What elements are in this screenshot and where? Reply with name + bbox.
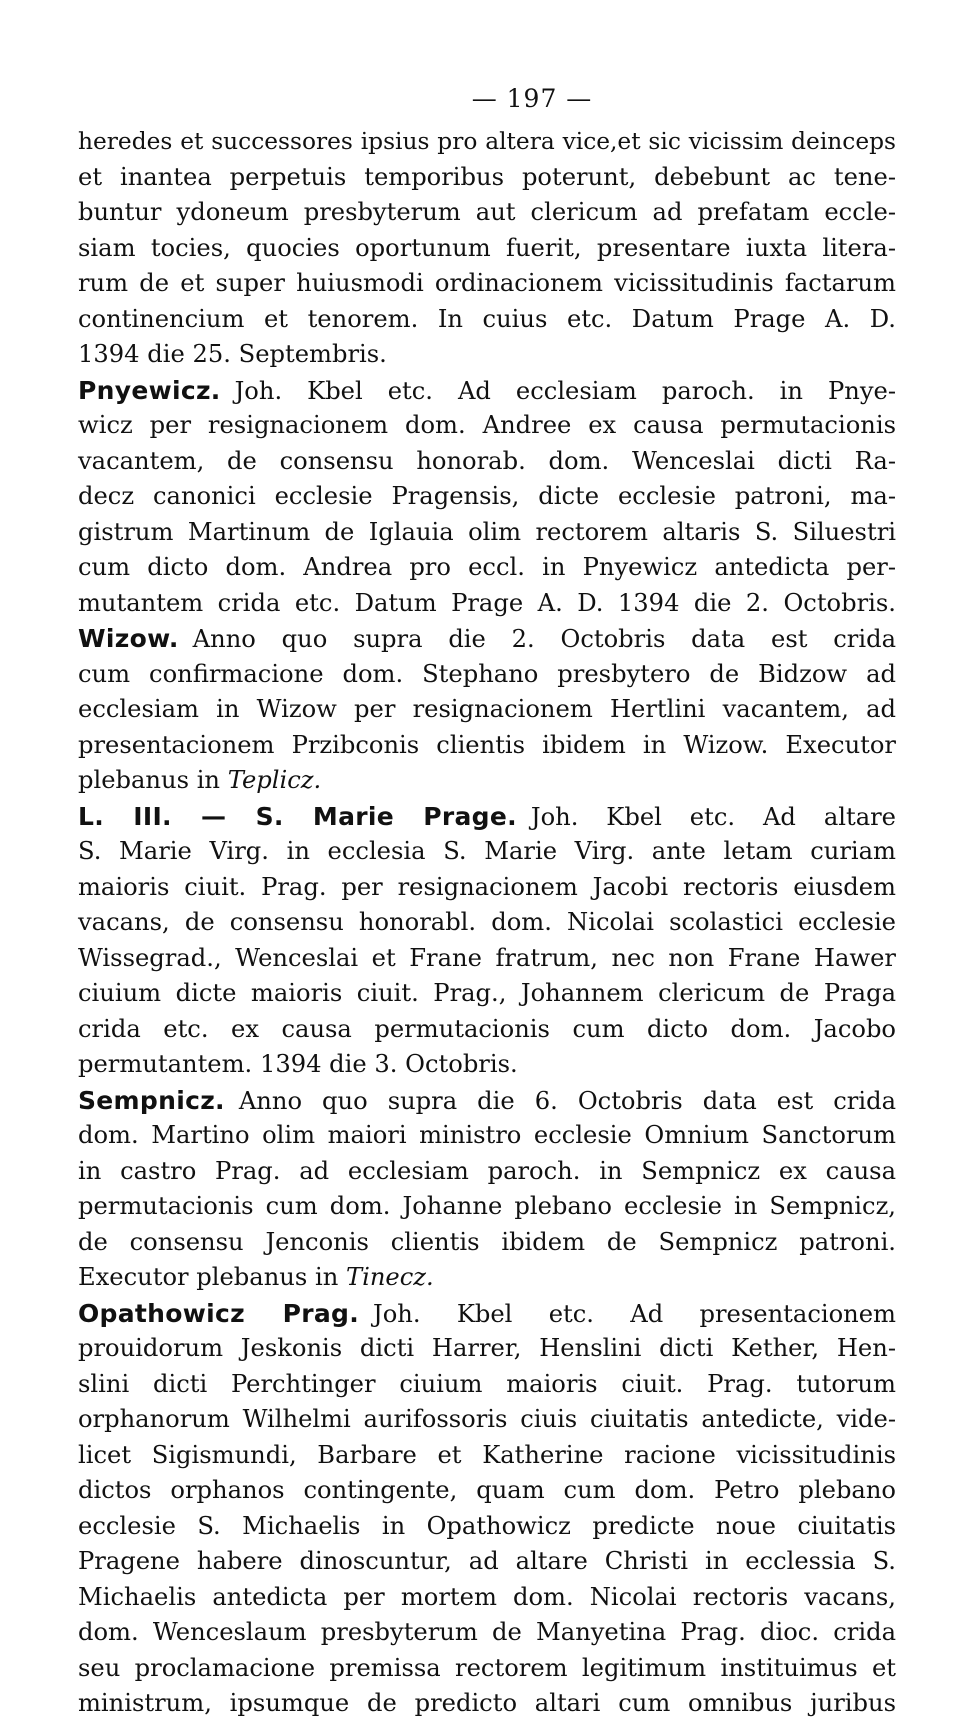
line-text: maioris ciuit. Prag. per resignacionem Jacobi rectoris eiusdem [78, 872, 896, 901]
text-line [78, 834, 896, 870]
text-line [78, 195, 896, 231]
line-text: dom. Martino olim maiori ministro ecclesie Omnium Sanctorum [78, 1121, 896, 1149]
text-line [78, 1580, 896, 1616]
line-text: siam tocies, quocies oportunum fuerit, presentare iuxta litera- [78, 233, 896, 262]
line-text: Wissegrad., Wenceslai et Frane fratrum, nec non Frane Hawer [78, 943, 896, 972]
line-text: continencium et tenorem. In cuius etc. Datum Prage A. D. [78, 304, 896, 333]
entry-heading: L. III. — S. Marie Prage. [78, 801, 517, 831]
text-line [78, 1189, 896, 1225]
line-text: presentacionem Przibconis clientis ibidem in Wizow. Executor [78, 730, 896, 759]
text-line [78, 976, 896, 1012]
text-line [78, 1118, 896, 1154]
italic-place-name: Tinecz. [345, 1263, 434, 1291]
line-text: heredes et successores ipsius pro altera vice,et sic vicissim deinceps [78, 128, 896, 155]
line-text: de consensu Jenconis clientis ibidem de Sempnicz patroni. [78, 1227, 896, 1256]
text-line [78, 586, 896, 622]
line-text: buntur ydoneum presbyterum aut clericum ad prefatam eccle- [78, 198, 896, 226]
text-line [78, 905, 896, 941]
text-line [78, 515, 896, 551]
line-text: Michaelis antedicta per mortem dom. Nicolai rectoris vacans, [78, 1582, 896, 1611]
text-line [78, 1083, 896, 1119]
text-line [78, 266, 896, 302]
line-text: orphanorum Wilhelmi aurifossoris ciuis ciuitatis antedicte, vide- [78, 1405, 896, 1433]
text-line [78, 657, 896, 693]
text-line [78, 1544, 896, 1580]
text-line [78, 1473, 896, 1509]
text-line [78, 621, 896, 657]
text-line [78, 1154, 896, 1190]
line-text: mutantem crida etc. Datum Prage A. D. 1394 die 2. Octobris. [78, 588, 896, 617]
entry-heading: Opathowicz Prag. [78, 1298, 359, 1328]
line-text: ecclesie S. Michaelis in Opathowicz predicte noue ciuitatis [78, 1511, 896, 1540]
text-line [78, 1438, 896, 1474]
line-text: Pragene habere dinoscuntur, ad altare Christi in ecclessia S. [78, 1547, 896, 1575]
italic-place-name: Teplicz. [227, 766, 322, 794]
line-text: Joh. Kbel etc. Ad presentacionem [373, 1299, 896, 1328]
text-line [78, 1402, 896, 1438]
line-text: Joh. Kbel etc. Ad ecclesiam paroch. in Pnye- [234, 376, 896, 405]
text-line [78, 160, 896, 196]
line-text: cum confirmacione dom. Stephano presbytero de Bidzow ad [78, 659, 896, 688]
book-page [78, 80, 896, 1722]
line-text: dom. Wenceslaum presbyterum de Manyetina Prag. dioc. crida [78, 1618, 896, 1646]
text-line [78, 799, 896, 835]
text-line [78, 763, 896, 799]
line-text: decz canonici ecclesie Pragensis, dicte ecclesie patroni, ma- [78, 482, 896, 510]
line-text: permutantem. 1394 die 3. Octobris. [78, 1050, 518, 1078]
text-line [78, 550, 896, 586]
text-line [78, 231, 896, 267]
line-text: vacans, de consensu honorabl. dom. Nicolai scolastici ecclesie [78, 908, 896, 936]
line-text: S. Marie Virg. in ecclesia S. Marie Virg. ante letam curiam [78, 837, 896, 865]
text-line [78, 1047, 896, 1083]
text-line [78, 941, 896, 977]
line-text: gistrum Martinum de Iglauia olim rectorem altaris S. Siluestri [78, 517, 896, 546]
text-line [78, 692, 896, 728]
text-line [78, 728, 896, 764]
line-text: ministrum, ipsumque de predicto altari cum omnibus juribus [78, 1689, 896, 1717]
line-text: prouidorum Jeskonis dicti Harrer, Henslini dicti Kether, Hen- [78, 1334, 896, 1362]
text-line [78, 1651, 896, 1687]
line-text: et inantea perpetuis temporibus poterunt, debebunt ac tene- [78, 162, 896, 191]
line-text: crida etc. ex causa permutacionis cum dicto dom. Jacobo [78, 1014, 896, 1043]
line-text: Anno quo supra die 6. Octobris data est crida [238, 1086, 896, 1115]
line-text: rum de et super huiusmodi ordinacionem vicissitudinis factarum [78, 269, 896, 297]
line-text: ecclesiam in Wizow per resignacionem Hertlini vacantem, ad [78, 695, 896, 723]
line-text: cum dicto dom. Andrea pro eccl. in Pnyewicz antedicta per- [78, 553, 896, 581]
entry-heading: Pnyewicz. [78, 375, 221, 405]
text-line [78, 1615, 896, 1651]
text-line [78, 373, 896, 409]
line-text: slini dicti Perchtinger ciuium maioris ciuit. Prag. tutorum [78, 1369, 896, 1398]
text-line [78, 1367, 896, 1403]
line-text: plebanus in [78, 766, 221, 794]
line-text: Executor plebanus in [78, 1263, 339, 1291]
text-line [78, 870, 896, 906]
line-text: seu proclamacione premissa rectorem legitimum instituimus et [78, 1653, 896, 1682]
text-line [78, 479, 896, 515]
text-line [78, 408, 896, 444]
line-text: permutacionis cum dom. Johanne plebano ecclesie in Sempnicz, [78, 1192, 896, 1220]
line-text: licet Sigismundi, Barbare et Katherine racione vicissitudinis [78, 1440, 896, 1469]
line-text: in castro Prag. ad ecclesiam paroch. in Sempnicz ex causa [78, 1156, 896, 1185]
page-number-header: — 197 — [471, 84, 593, 113]
line-text: wicz per resignacionem dom. Andree ex causa permutacionis [78, 411, 896, 439]
text-line [78, 1509, 896, 1545]
text-line [78, 1260, 896, 1296]
line-text: dictos orphanos contingente, quam cum dom. Petro plebano [78, 1476, 896, 1504]
text-line [78, 1331, 896, 1367]
line-text: Anno quo supra die 2. Octobris data est crida [192, 625, 896, 653]
line-text: 1394 die 25. Septembris. [78, 340, 387, 368]
entry-heading: Sempnicz. [78, 1085, 225, 1115]
entry-heading: Wizow. [78, 624, 179, 653]
text-line [78, 337, 896, 373]
text-line [78, 1012, 896, 1048]
text-line [78, 1686, 896, 1722]
line-text: Joh. Kbel etc. Ad altare [530, 802, 896, 831]
text-line [78, 1296, 896, 1332]
text-line [78, 124, 896, 160]
text-line [78, 302, 896, 338]
page-text-body [78, 124, 896, 1722]
line-text: vacantem, de consensu honorab. dom. Wenceslai dicti Ra- [78, 446, 896, 475]
text-line [78, 1225, 896, 1261]
text-line [78, 444, 896, 480]
line-text: ciuium dicte maioris ciuit. Prag., Johannem clericum de Praga [78, 979, 896, 1007]
